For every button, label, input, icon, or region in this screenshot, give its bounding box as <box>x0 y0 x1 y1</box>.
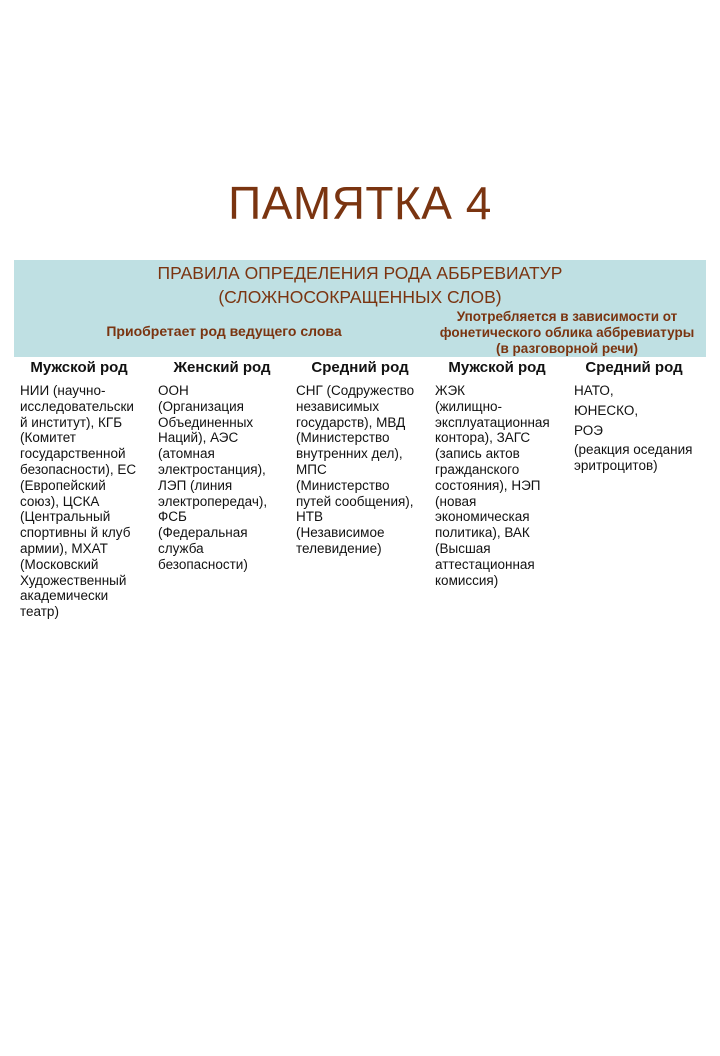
text-line: НАТО, <box>574 383 614 398</box>
text-line: внутренних дел), <box>296 446 403 462</box>
text-line: (реакция оседания <box>574 442 693 458</box>
rules-header-band <box>14 260 706 357</box>
text-line: (новая <box>435 493 477 509</box>
text-line: ЖЭК <box>435 383 466 398</box>
text-line: государственной <box>20 446 126 462</box>
text-line: армии), МХАТ <box>20 540 108 556</box>
column-body <box>296 383 428 557</box>
text-line: (Независимое <box>296 525 385 541</box>
text-line: гражданского <box>435 461 520 477</box>
text-line: РОЭ <box>574 422 603 438</box>
text-line: безопасности), ЕС <box>20 461 137 477</box>
text-line: политика), ВАК <box>435 525 530 541</box>
text-line: (Центральный <box>20 509 111 525</box>
text-line: (Комитет <box>20 430 76 446</box>
text-line: эритроцитов) <box>574 458 658 474</box>
text-line: безопасности) <box>158 556 248 572</box>
column-body <box>158 383 288 573</box>
text-line: й институт), КГБ <box>20 414 123 430</box>
text-line: (Федеральная <box>158 525 248 541</box>
text-line: независимых <box>296 398 380 414</box>
text-line: (Министерство <box>296 477 390 493</box>
text-line: (жилищно- <box>435 398 503 414</box>
phonetic-caption-line2: фонетического облика аббревиатуры <box>439 325 695 340</box>
text-line: академически <box>20 588 109 604</box>
text-line: (Европейский <box>20 477 106 493</box>
text-line: электропередач), <box>158 493 268 509</box>
leading-word-caption: Приобретает род ведущего слова <box>106 323 342 339</box>
column-header: Мужской род <box>448 359 546 376</box>
text-line: (Министерство <box>296 430 390 446</box>
text-line: электростанция), <box>158 461 266 477</box>
phonetic-caption-line3: (в разговорной речи) <box>496 341 638 356</box>
text-line: аттестационная <box>435 556 535 572</box>
text-line: комиссия) <box>435 572 499 588</box>
text-line: телевидение) <box>296 540 382 556</box>
text-line: СНГ (Содружество <box>296 383 415 398</box>
text-line: (запись актов <box>435 446 520 462</box>
column-masculine-phonetic <box>435 359 565 588</box>
text-line: эксплуатационная <box>435 414 550 430</box>
rules-title-line2: (СЛОЖНОСОКРАЩЕННЫХ СЛОВ) <box>218 287 502 307</box>
text-line: Объединенных <box>158 414 254 430</box>
text-line: ФСБ <box>158 509 187 525</box>
column-masculine-leading <box>20 359 150 620</box>
text-line: (атомная <box>158 446 215 462</box>
text-line: МПС <box>296 461 327 477</box>
column-body <box>20 383 150 620</box>
text-line: (Московский <box>20 556 99 572</box>
text-line: исследовательски <box>20 398 134 414</box>
text-line: Наций), АЭС <box>158 430 239 446</box>
rules-title-line1: ПРАВИЛА ОПРЕДЕЛЕНИЯ РОДА АББРЕВИАТУР <box>157 263 563 283</box>
phonetic-caption <box>422 309 712 357</box>
text-line: экономическая <box>435 509 530 525</box>
text-line: состояния), НЭП <box>435 477 541 493</box>
text-line: НИИ (научно- <box>20 383 106 398</box>
column-body <box>574 383 704 474</box>
text-line: контора), ЗАГС <box>435 430 531 446</box>
text-line: спортивны й клуб <box>20 525 131 541</box>
text-line: ООН <box>158 383 189 398</box>
column-header: Женский род <box>173 359 271 376</box>
page-title: ПАМЯТКА 4 <box>228 177 492 229</box>
text-line: путей сообщения), <box>296 493 414 509</box>
text-line: НТВ <box>296 509 323 525</box>
column-body <box>435 383 565 588</box>
text-line: (Высшая <box>435 540 491 556</box>
text-line: ЮНЕСКО, <box>574 402 639 418</box>
text-line: театр) <box>20 604 59 620</box>
text-line: союз), ЦСКА <box>20 493 100 509</box>
text-line: государств), МВД <box>296 414 406 430</box>
column-neuter-phonetic <box>574 359 704 474</box>
column-neuter-leading <box>296 359 428 557</box>
text-line: Художественный <box>20 572 127 588</box>
column-header: Средний род <box>311 359 409 376</box>
phonetic-caption-line1: Употребляется в зависимости от <box>456 309 678 324</box>
text-line: служба <box>158 540 204 556</box>
column-header: Мужской род <box>30 359 128 376</box>
column-header: Средний род <box>585 359 683 376</box>
text-line: ЛЭП (линия <box>158 477 233 493</box>
text-line: (Организация <box>158 398 244 414</box>
column-feminine <box>158 359 288 573</box>
